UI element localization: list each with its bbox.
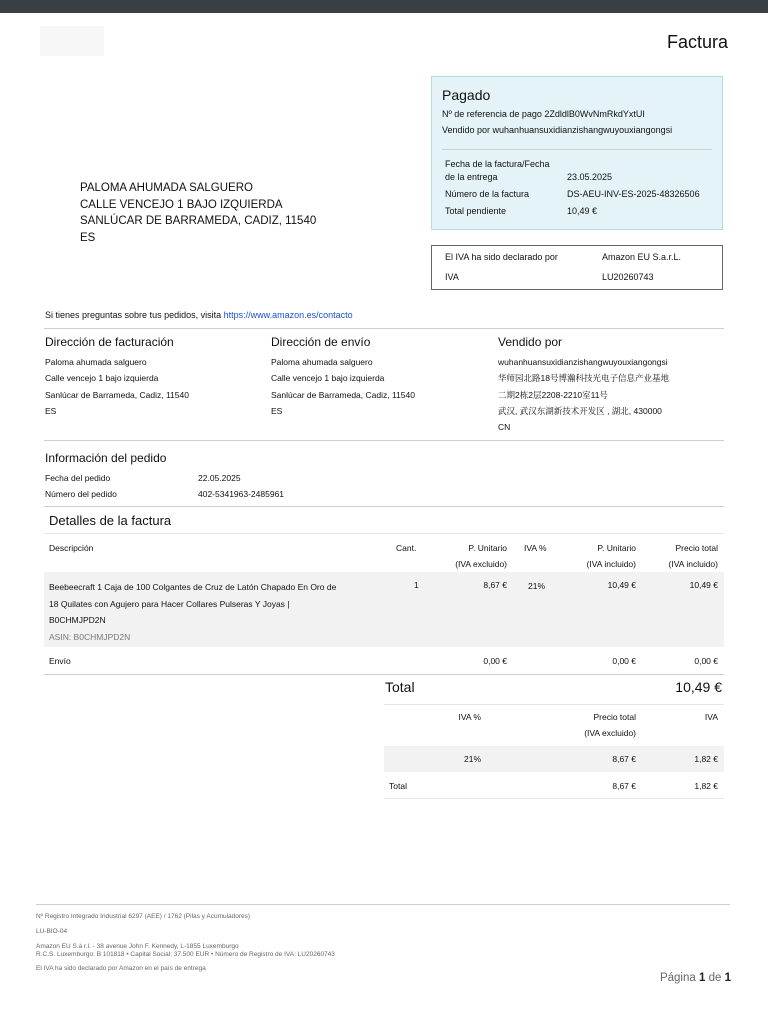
billing-address-section: [45, 335, 260, 419]
shipping-line-3: Sanlúcar de Barrameda, Cadiz, 11540: [271, 389, 415, 400]
footer-company-address: Amazon EU S.à r.l. - 38 avenue John F. Kennedy, L-1855 Luxemburgo: [36, 943, 239, 950]
recipient-line-3: SANLÚCAR DE BARRAMEDA, CADIZ, 11540: [80, 215, 317, 227]
billing-title: Dirección de facturación: [45, 335, 174, 349]
item-vat-percent: 21%: [528, 581, 546, 591]
contact-link[interactable]: https://www.amazon.es/contacto: [223, 310, 353, 320]
item-desc-line-1: Beebeecraft 1 Caja de 100 Colgantes de Cruz de Latón Chapado En Oro de: [49, 582, 337, 592]
vat-summary-col-price-2: (IVA excluido): [584, 728, 636, 738]
company-logo: [40, 26, 104, 56]
recipient-address: [80, 180, 316, 246]
order-number-value: 402-5341963-2485961: [198, 489, 285, 499]
questions-text: Si tienes preguntas sobre tus pedidos, visita: [45, 310, 222, 320]
col-vat-percent: IVA %: [524, 543, 547, 553]
col-total-price-1: Precio total: [675, 543, 718, 553]
vat-summary-col-price-1: Precio total: [593, 712, 636, 722]
item-desc-line-2: 18 Quilates con Agujero para Hacer Collares Pulseras Y Joyas |: [49, 598, 290, 609]
order-info-title: Información del pedido: [45, 451, 167, 465]
recipient-line-2: CALLE VENCEJO 1 BAJO IZQUIERDA: [80, 198, 283, 211]
billing-line-4: ES: [45, 405, 57, 416]
page-current: 1: [698, 972, 706, 984]
page-title: Factura: [666, 32, 728, 52]
col-unit-price-excl: [430, 542, 507, 571]
vat-declared-value: Amazon EU S.a.r.L.: [602, 252, 682, 262]
vat-summary-rate: 21%: [463, 754, 481, 764]
vat-sum-label: Total: [389, 781, 407, 791]
invoice-date-label-1: Fecha de la factura/Fecha: [445, 159, 550, 169]
item-desc-line-3: B0CHMJPD2N: [49, 615, 106, 625]
seller-section: [498, 335, 723, 435]
footer-bio: LU-BIO-04: [36, 928, 68, 935]
vat-declared-label: El IVA ha sido declarado por: [445, 252, 558, 262]
sold-by-line: Vendido por wuhanhuansuxidianzishangwuyouxiangongsi: [442, 125, 673, 135]
billing-line-1: Paloma ahumada salguero: [45, 357, 147, 367]
col-unit-price-excl-1: P. Unitario: [468, 543, 507, 553]
order-date-label: Fecha del pedido: [45, 473, 111, 483]
vat-label: IVA: [445, 272, 459, 282]
details-title: Detalles de la factura: [49, 513, 172, 528]
page-total: 1: [724, 972, 731, 984]
invoice-date-value: 23.05.2025: [567, 172, 613, 182]
seller-line-1: wuhanhuansuxidianzishangwuyouxiangongsi: [498, 357, 668, 367]
shipping-title: Dirección de envío: [271, 335, 371, 349]
seller-line-2: 华师园北路18号博瀚科技光电子信息产业基地: [498, 373, 669, 384]
vat-sum-price: 8,67 €: [612, 781, 636, 791]
grand-total-value: 10,49 €: [675, 679, 722, 695]
seller-line-4: 武汉, 武汉东湖新技术开发区 , 湖北, 430000: [498, 405, 662, 416]
total-pending-value: 10,49 €: [567, 206, 598, 216]
shipping-line-4: ES: [271, 405, 283, 416]
invoice-date-label-2: de la entrega: [445, 172, 498, 182]
page-indicator: [660, 972, 731, 984]
seller-line-5: CN: [498, 422, 511, 433]
col-total-price: [640, 542, 718, 571]
col-description: Descripción: [49, 543, 94, 553]
page-of: de: [708, 972, 722, 984]
table-row: [44, 572, 724, 647]
payment-reference: Nº de referencia de pago 2ZdldlB0WvNmRkdYxtUI: [442, 109, 645, 119]
seller-title: Vendido por: [498, 335, 563, 349]
vat-summary-price: 8,67 €: [612, 754, 636, 764]
shipping-unit-incl: 0,00 €: [612, 656, 636, 666]
col-unit-price-excl-2: (IVA excluido): [455, 559, 507, 569]
item-unit-price-excl: 8,67 €: [483, 580, 507, 590]
page-prefix: Página: [659, 972, 696, 984]
grand-total-label: Total: [385, 679, 415, 695]
vat-summary-iva: 1,82 €: [694, 754, 718, 764]
shipping-total: 0,00 €: [694, 656, 718, 666]
col-unit-price-incl-1: P. Unitario: [597, 543, 636, 553]
footer-vat-note: El IVA ha sido declarado por Amazon en el país de entrega: [36, 965, 206, 972]
payment-status-box: [431, 76, 723, 230]
item-description: [49, 579, 389, 645]
vat-summary-col-vat: IVA %: [458, 712, 481, 722]
col-unit-price-incl: [560, 542, 636, 571]
vat-sum-iva: 1,82 €: [694, 781, 718, 791]
seller-line-3: 二期2栋2层2208-2210室11号: [498, 389, 608, 400]
shipping-row-label: Envío: [49, 656, 71, 666]
top-bar: [0, 0, 768, 13]
recipient-line-4: ES: [80, 231, 96, 244]
invoice-number-value: DS-AEU-INV-ES-2025-48326506: [567, 189, 700, 199]
payment-status: Pagado: [442, 87, 491, 103]
questions-line: [45, 309, 353, 322]
col-unit-price-incl-2: (IVA incluido): [586, 559, 636, 569]
shipping-address-section: [271, 335, 486, 419]
vat-declaration-box: [431, 245, 723, 290]
vat-summary-row: [384, 746, 724, 772]
vat-summary-col-price: [540, 711, 636, 740]
shipping-line-1: Paloma ahumada salguero: [271, 357, 373, 367]
item-asin: ASIN: B0CHMJPD2N: [49, 631, 131, 642]
vat-number: LU20260743: [602, 272, 654, 282]
col-quantity: Cant.: [396, 543, 417, 553]
item-quantity: 1: [414, 580, 419, 590]
item-unit-price-incl: 10,49 €: [607, 580, 636, 590]
footer-registry: Nº Registro Integrado Industrial 6297 (AEE) / 1762 (Pilas y Acumuladores): [36, 913, 251, 920]
billing-line-3: Sanlúcar de Barrameda, Cadiz, 11540: [45, 389, 189, 400]
order-date-value: 22.05.2025: [198, 473, 241, 483]
item-total-price: 10,49 €: [689, 580, 718, 590]
shipping-line-2: Calle vencejo 1 bajo izquierda: [271, 373, 385, 384]
shipping-unit-excl: 0,00 €: [483, 656, 507, 666]
col-total-price-2: (IVA incluido): [668, 559, 718, 569]
billing-line-2: Calle vencejo 1 bajo izquierda: [45, 373, 159, 384]
vat-summary-col-iva: IVA: [704, 712, 718, 722]
footer-company-registry: R.C.S. Luxemburgo: B 101818 • Capital Social: 37.500 EUR • Número de Registro de IVA: LU20260743: [36, 951, 335, 958]
invoice-number-label: Número de la factura: [445, 189, 530, 199]
order-number-label: Número del pedido: [45, 489, 117, 499]
total-pending-label: Total pendiente: [445, 206, 507, 216]
recipient-line-1: PALOMA AHUMADA SALGUERO: [80, 182, 253, 194]
